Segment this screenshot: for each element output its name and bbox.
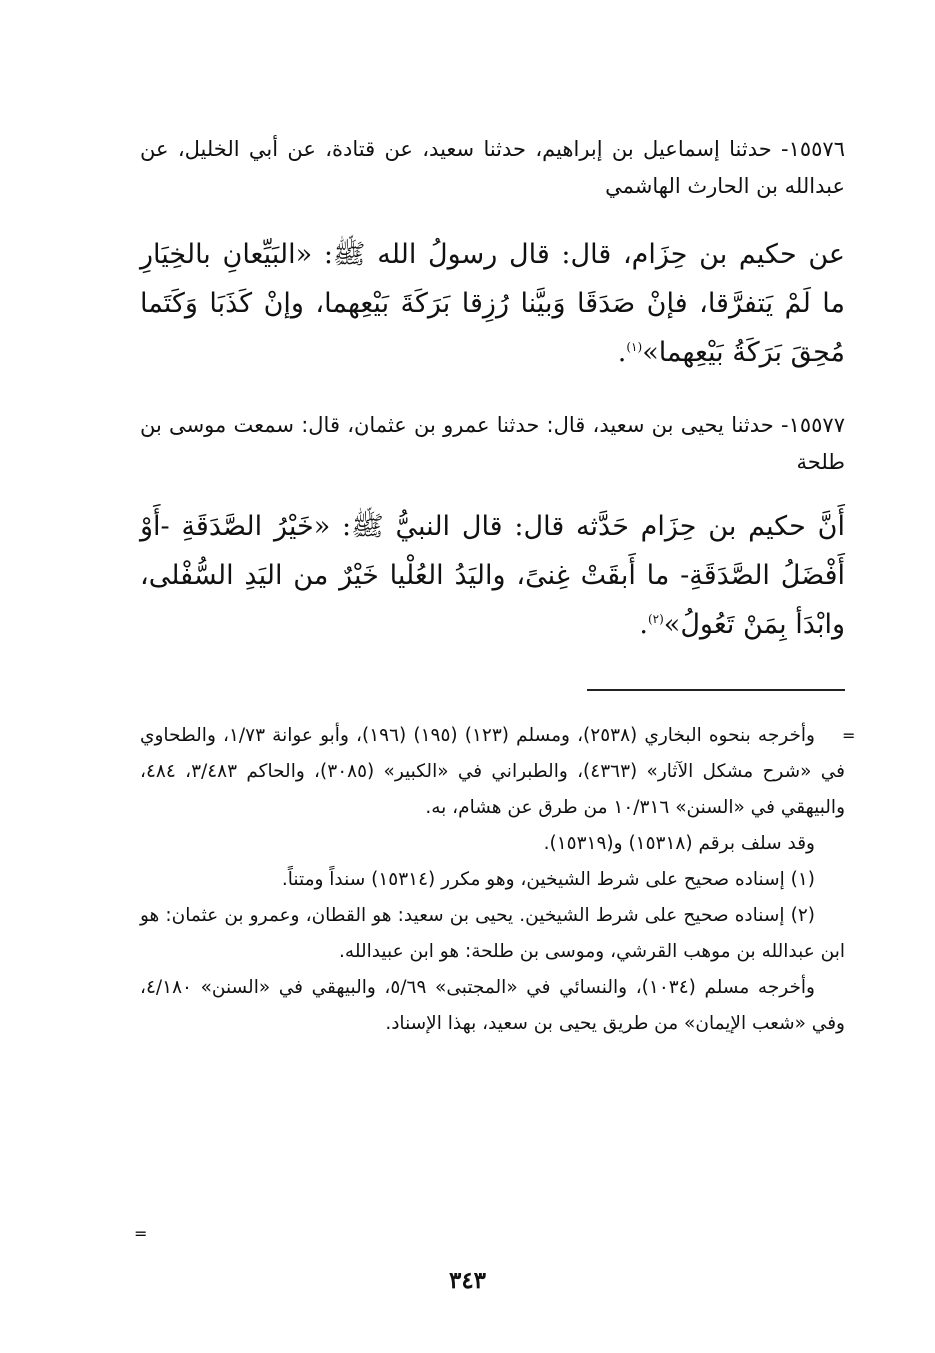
hadith-15576-matn: [140, 230, 845, 377]
footnote-continued-paragraph-2: وقد سلف برقم (١٥٣١٨) و(١٥٣١٩).: [543, 833, 815, 854]
footnote-continuation-mark: =: [842, 726, 856, 745]
footnote-bottom-mark: =: [134, 1224, 148, 1243]
footnote-continued-paragraph: وأخرجه بنحوه البخاري (٢٥٣٨)، ومسلم (١٢٣) (١٩٥) (١٩٦)، وأبو عوانة ١/٧٣، والطحاوي في «شرح مشكل الآثار» (٤٣٦٣)، والطبراني في «الكبير» (٣٠٨٥)، والحاكم ٣/٤٨٣، ٤٨٤، والبيهقي في «السنن» ١٠/٣١٦ من طرق عن هشام، به.: [140, 725, 846, 818]
footnotes: [140, 718, 845, 1042]
footnote-ref-1: (١): [626, 340, 643, 354]
hadith-15576-isnad: ١٥٥٧٦- حدثنا إسماعيل بن إبراهيم، حدثنا سعيد، عن قتادة، عن أبي الخليل، عن عبدالله بن الحارث الهاشمي: [140, 137, 845, 198]
footnote-separator: [587, 689, 845, 691]
footnote-1: (١) إسناده صحيح على شرط الشيخين، وهو مكرر (١٥٣١٤) سنداً ومتناً.: [281, 869, 815, 890]
hadith-15577-end: .: [639, 609, 648, 640]
footnote-2: (٢) إسناده صحيح على شرط الشيخين. يحيى بن سعيد: هو القطان، وعمرو بن عثمان: هو ابن عبدالله بن موهب القرشي، وموسى بن طلحة: هو ابن عبيدالله.: [140, 905, 845, 962]
footnote-2-continued: وأخرجه مسلم (١٠٣٤)، والنسائي في «المجتبى» ٥/٦٩، والبيهقي في «السنن» ٤/١٨٠، وفي «شعب الإيمان» من طريق يحيى بن سعيد، بهذا الإسناد.: [140, 977, 845, 1034]
hadith-15576-end: .: [617, 337, 627, 368]
hadith-15577-matn: [140, 502, 845, 649]
footnote-ref-2: (٢): [647, 612, 664, 626]
hadith-15577-isnad: ١٥٥٧٧- حدثنا يحيى بن سعيد، قال: حدثنا عمرو بن عثمان، قال: سمعت موسى بن طلحة: [140, 413, 845, 474]
page-number: ٣٤٣: [448, 1267, 487, 1294]
hadith-15576-text: عن حكيم بن حِزَام، قال: قال رسولُ الله ﷺ: «البَيِّعانِ بالخِيَارِ ما لَمْ يَتفرَّقا، فإنْ صَدَقَا وَبيَّنا رُزِقا بَرَكَةَ بَيْعِهما، وإنْ كَذَبَا وَكَتَما مُحِقَ بَرَكَةُ بَيْعِهما»: [140, 239, 845, 368]
hadith-15577-text: أَنَّ حكيم بن حِزَام حَدَّثه قال: قال النبيُّ ﷺ: «خَيْرُ الصَّدَقَةِ -أَوْ أَفْضَلُ الصَّدَقَةِ- ما أَبقَتْ غِنىً، واليَدُ العُلْيا خَيْرٌ من اليَدِ السُّفْلى، وابْدَأ بِمَنْ تَعُولُ»: [140, 511, 845, 640]
